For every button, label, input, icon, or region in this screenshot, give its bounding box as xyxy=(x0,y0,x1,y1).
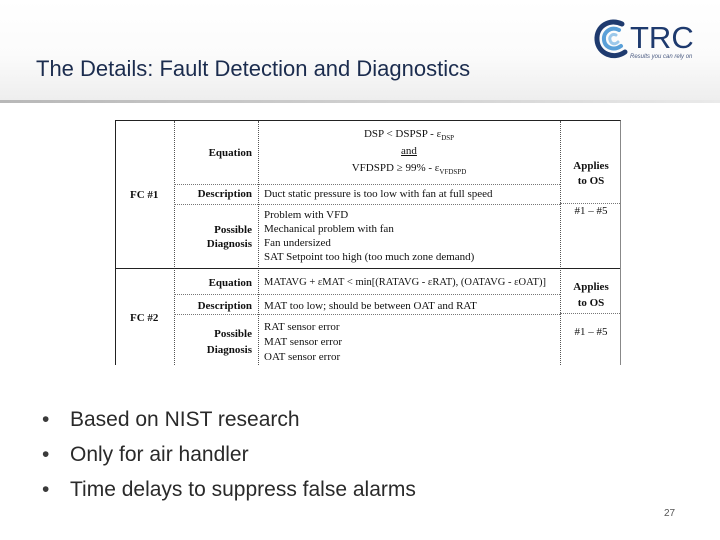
fc1-equation-line2: VFDSPD ≥ $99\% - \varepsilon_{VFDSPD}$ xyxy=(351,162,467,177)
fc1-applies-label-2: to OS xyxy=(577,175,605,187)
logo-tagline: Results you can rely on xyxy=(630,54,693,60)
table-row-divider xyxy=(174,314,560,315)
fc1-equation-line1: DSP < DSPSP - $\varepsilon_{DSP}$ xyxy=(363,128,455,143)
bullet-icon: • xyxy=(42,408,50,431)
table-row-divider xyxy=(174,294,560,295)
table-row-divider xyxy=(174,184,560,185)
fc2-applies-label-1: Applies xyxy=(573,281,609,293)
fc2-description-label: Description xyxy=(197,300,252,312)
fc2-id: FC #2 xyxy=(130,312,159,324)
fc2-description: MAT too low; should be between OAT and RAT xyxy=(264,300,477,312)
fc1-diagnosis-item: SAT Setpoint too high (too much zone demand) xyxy=(264,251,475,263)
bullet-item xyxy=(42,437,416,472)
trc-swirl-logo-icon xyxy=(592,16,632,64)
fc1-diagnosis-item: Problem with VFD xyxy=(264,209,349,221)
bullet-item xyxy=(42,402,416,437)
table-row-divider xyxy=(174,204,560,205)
page-number: 27 xyxy=(664,508,676,519)
fc1-diagnosis-item: Mechanical problem with fan xyxy=(264,223,394,235)
fc1-diagnosis-item: Fan undersized xyxy=(264,237,331,249)
bullet-text: Based on NIST research xyxy=(70,408,300,431)
trc-logo xyxy=(592,16,714,68)
logo-text: TRC xyxy=(630,20,694,55)
fc1-diagnosis-label-1: Possible xyxy=(214,224,252,236)
fc1-equation-label: Equation xyxy=(208,147,252,159)
fc1-applies-label-1: Applies xyxy=(573,160,609,172)
bullet-icon: • xyxy=(42,478,50,501)
fc2-diagnosis-item: OAT sensor error xyxy=(264,351,341,363)
fc1-diagnosis-label-2: Diagnosis xyxy=(206,238,252,250)
bullet-text: Only for air handler xyxy=(70,443,249,466)
table-column-divider xyxy=(258,121,259,365)
bullet-text: Time delays to suppress false alarms xyxy=(70,478,416,501)
fc2-diagnosis-label-2: Diagnosis xyxy=(206,344,252,356)
fc1-description: Duct static pressure is too low with fan at full speed xyxy=(264,188,493,200)
bullet-item xyxy=(42,472,416,507)
fc2-equation-label: Equation xyxy=(208,277,252,289)
bullet-list xyxy=(42,402,416,507)
table-section-divider xyxy=(116,268,620,269)
fc1-equation-and: and xyxy=(401,145,417,157)
fc1-id: FC #1 xyxy=(130,189,159,201)
header-divider xyxy=(0,100,720,103)
fc2-diagnosis-label-1: Possible xyxy=(214,328,252,340)
fc2-diagnosis-item: RAT sensor error xyxy=(264,321,340,333)
fc1-applies-value: #1 – #5 xyxy=(574,205,608,217)
fault-detection-table xyxy=(115,120,621,365)
fc1-description-label: Description xyxy=(197,188,252,200)
table-column-divider xyxy=(174,121,175,365)
fc2-applies-value: #1 – #5 xyxy=(574,326,608,338)
slide-title: The Details: Fault Detection and Diagnostics xyxy=(36,56,471,81)
table-column-divider xyxy=(560,121,561,365)
fc2-applies-label-2: to OS xyxy=(577,297,605,309)
bullet-icon: • xyxy=(42,443,50,466)
table-row-divider xyxy=(560,313,620,314)
fc2-equation: MATAVG + εMAT < min[(RATAVG - εRAT), (OATAVG - εOAT)] xyxy=(264,277,546,288)
fc2-diagnosis-item: MAT sensor error xyxy=(264,336,343,348)
